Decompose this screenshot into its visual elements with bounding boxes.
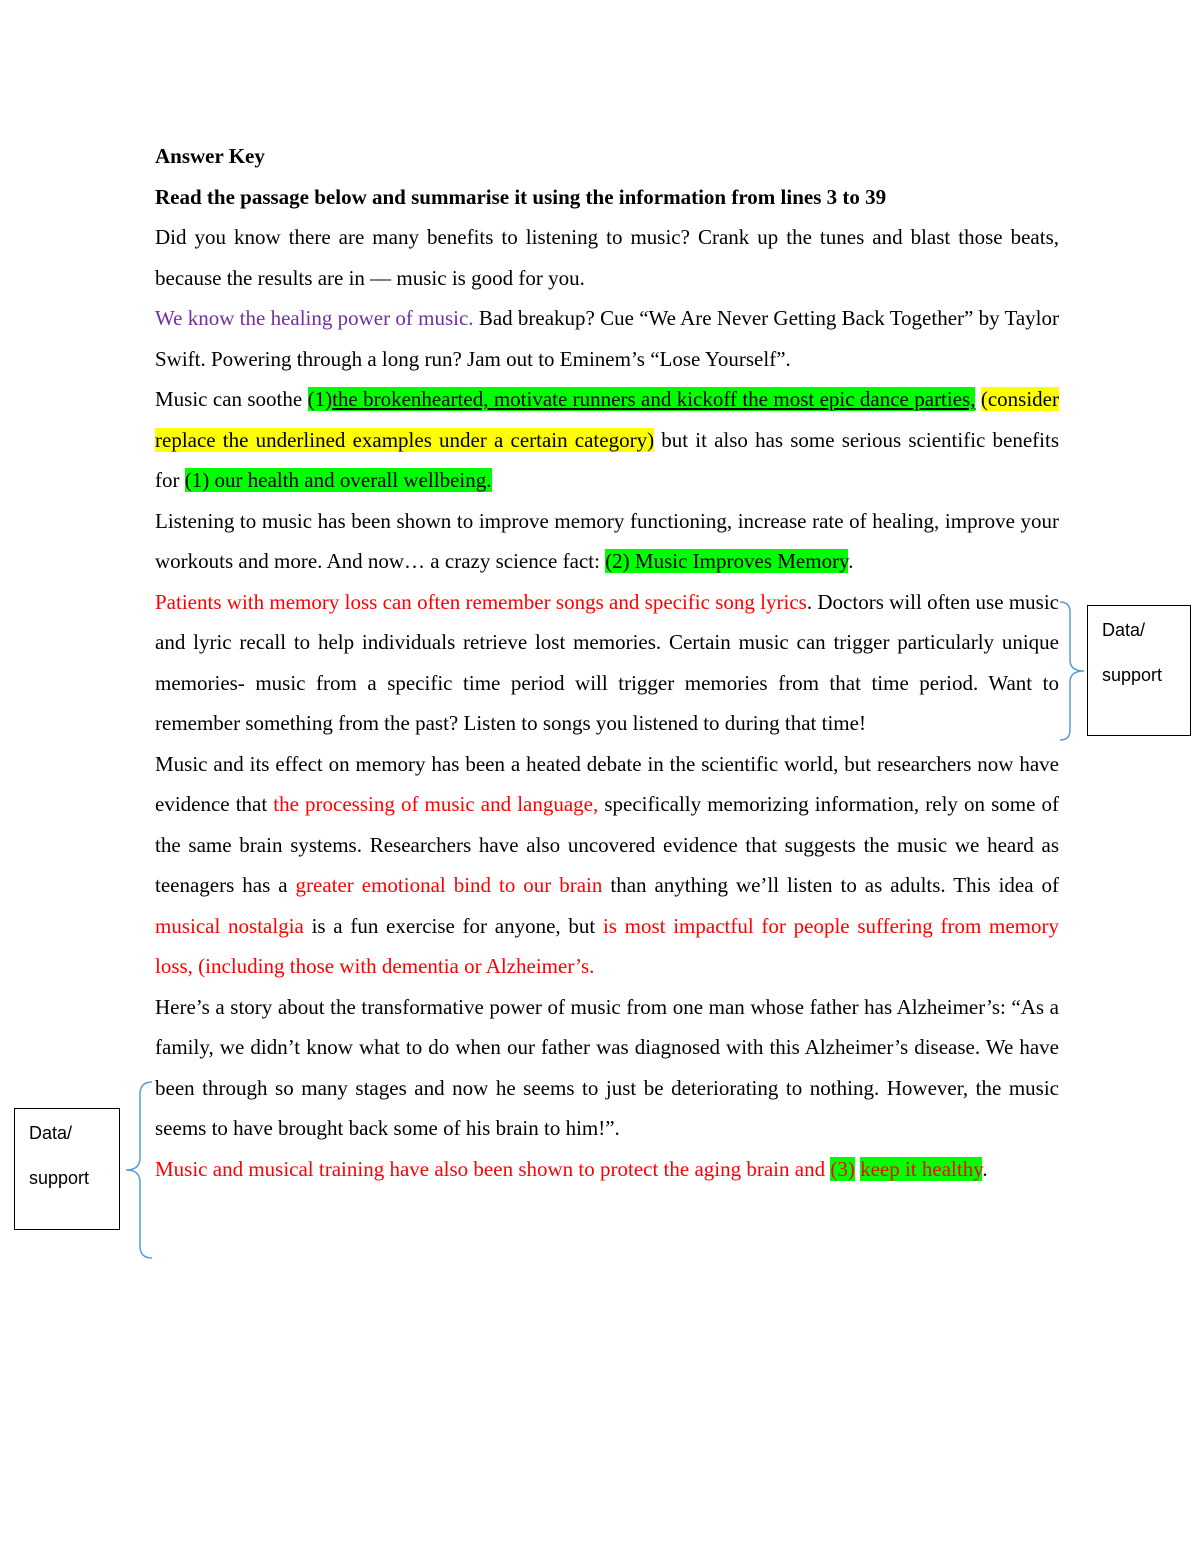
topic-sentence: We know the healing power of music. bbox=[155, 306, 474, 330]
annotation-note: (consider replace the underlined examples under a certain category) bbox=[155, 387, 1059, 452]
paragraph-1: Did you know there are many benefits to listening to music? Crank up the tunes and blast those beats, because the results are in — music is good for you. bbox=[155, 225, 1059, 290]
marker-3: (3) bbox=[830, 1156, 855, 1181]
main-idea-1: our health and overall wellbeing. bbox=[209, 468, 492, 492]
paragraph-5: Patients with memory loss can often remember songs and specific song lyrics. Doctors will often use music and lyric recall to help individuals retrieve lost memories. Certain music can trigger particularly unique memories- music from a specific time period will trigger memories from that time period. Want to remember something from the past? Listen to songs you listened to during that time! bbox=[155, 589, 1059, 735]
passage bbox=[155, 136, 1059, 1189]
paragraph-8: Music and musical training have also been shown to protect the aging brain and (3) keep it healthy. bbox=[155, 1156, 988, 1181]
paragraph-4: Listening to music has been shown to improve memory functioning, increase rate of healing, improve your workouts and more. And now… a crazy science fact: (2) Music Improves Memory. bbox=[155, 508, 1059, 573]
instruction: Read the passage below and summarise it using the information from lines 3 to 39 bbox=[155, 184, 887, 209]
document-title: Answer Key bbox=[155, 144, 265, 168]
paragraph-7: Here’s a story about the transformative power of music from one man whose father has Alzheimer’s: “As a family, we didn’t know what to do when our father was diagnosed with this Alzheimer’s disease. We have been through so many stages and now he seems to just be deteriorating to nothing. However, the music seems to have brought back some of his brain to him!”. bbox=[155, 994, 1059, 1140]
main-idea-2: (2) Music Improves Memory bbox=[605, 549, 849, 573]
paragraph-3: Music can soothe (1)the brokenhearted, motivate runners and kickoff the most epic dance parties, (consider replace the underlined examples under a certain category) but it also has some serious scientific benefits for (1) our health and overall wellbeing. bbox=[155, 387, 1059, 492]
marker-1a: (1) bbox=[307, 387, 333, 411]
brace-left bbox=[122, 1080, 156, 1260]
red-highlight-text: Patients with memory loss can often remember songs and specific song lyrics bbox=[155, 589, 807, 614]
paragraph-6: Music and its effect on memory has been a heated debate in the scientific world, but researchers now have evidence that the processing of music and language, specifically memorizing information, rely on some of the same brain systems. Researchers have also uncovered evidence that suggests the music we heard as teenagers has a greater emotional bind to our brain than anything we’ll listen to as adults. This idea of musical nostalgia is a fun exercise for anyone, but is most impactful for people suffering from memory loss, (including those with dementia or Alzheimer’s. bbox=[155, 751, 1060, 978]
marker-1b: (1) bbox=[184, 468, 210, 492]
underlined-examples: the brokenhearted, motivate runners and kickoff the most epic dance parties, bbox=[332, 387, 976, 411]
data-support-box-left: Data/ support bbox=[14, 1108, 120, 1230]
data-support-box-right: Data/ support bbox=[1087, 605, 1191, 736]
paragraph-2: We know the healing power of music. Bad breakup? Cue “We Are Never Getting Back Together” by Taylor Swift. Powering through a long run? Jam out to Eminem’s “Lose Yourself”. bbox=[155, 306, 1059, 371]
main-idea-3: keep it healthy bbox=[860, 1156, 983, 1181]
brace-right bbox=[1058, 600, 1088, 742]
